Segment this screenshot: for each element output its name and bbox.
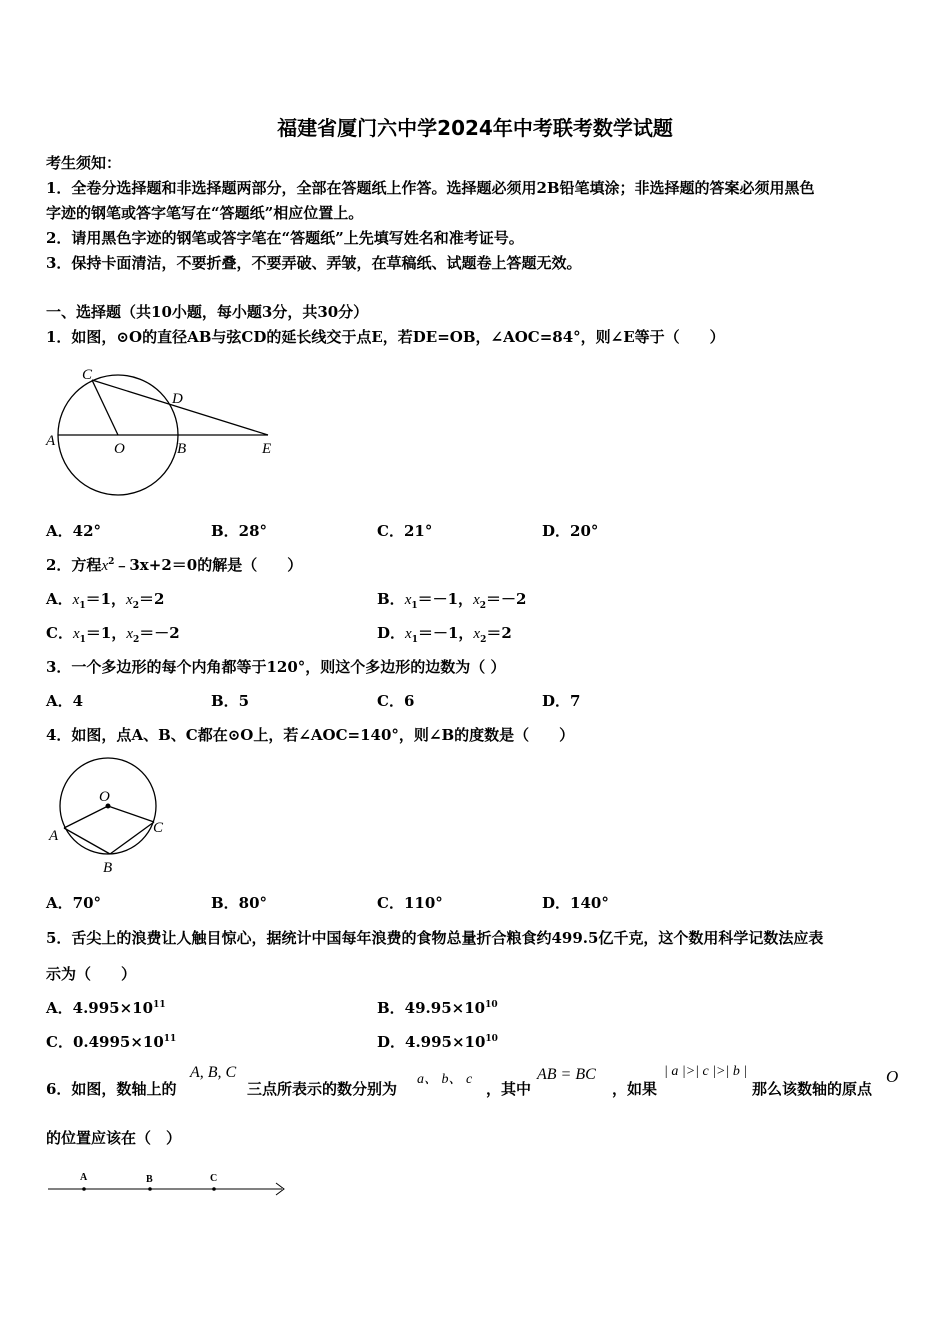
- q1-label-c: C: [82, 367, 93, 383]
- q1-option-c[interactable]: C．21°: [377, 522, 433, 540]
- q6-number-line: [44, 1166, 294, 1206]
- q6-math-abs: | a |>| c |>| b |: [664, 1064, 748, 1079]
- notice-line-3: 3．保持卡面清洁，不要折叠，不要弄破、弄皱，在草稿纸、试题卷上答题无效。: [46, 254, 582, 272]
- q1-label-a: A: [46, 433, 56, 449]
- axis-label-a: A: [80, 1172, 88, 1183]
- q2-option-a[interactable]: A．$x_1=1$，$x_2=2$: [46, 590, 165, 611]
- q4-option-d[interactable]: D．140°: [542, 894, 609, 912]
- q1-option-a[interactable]: A．42°: [46, 522, 102, 540]
- q6-text-4: ，如果: [612, 1080, 658, 1098]
- q4-figure: [44, 756, 174, 881]
- notice-line-2: 2．请用黑色字迹的钢笔或答字笔在“答题纸”上先填写姓名和准考证号。: [46, 229, 524, 247]
- q4-label-c: C: [153, 820, 164, 836]
- q6-text-1: 6．如图，数轴上的: [46, 1080, 177, 1098]
- q3-option-a[interactable]: A．4: [46, 692, 84, 710]
- q2-option-b[interactable]: B．$x_1=-1$，$x_2=-2$: [377, 590, 527, 611]
- axis-label-c: C: [210, 1173, 218, 1184]
- section-heading: 一、选择题（共10小题，每小题3分，共30分）: [46, 303, 369, 321]
- q6-text-2: 三点所表示的数分别为: [247, 1080, 398, 1098]
- q1-label-d: D: [172, 391, 183, 407]
- q4-option-b[interactable]: B．80°: [211, 894, 268, 912]
- q2-stem: 2．方程$x^2﹣3x+2=0$的解是（ ）: [46, 556, 303, 574]
- page-title: 福建省厦门六中学2024年中考联考数学试题: [277, 116, 673, 140]
- q5-option-c[interactable]: C．$0.4995\times 10^{11}$: [46, 1033, 177, 1051]
- q1-option-d[interactable]: D．20°: [542, 522, 599, 540]
- q6-text-line2: 的位置应该在（ ）: [46, 1129, 182, 1147]
- q1-label-b: B: [177, 441, 187, 457]
- q5-option-b[interactable]: B．$49.95\times 10^{10}$: [377, 999, 498, 1017]
- q4-option-a[interactable]: A．70°: [46, 894, 102, 912]
- q5-option-a[interactable]: A．$4.995\times 10^{11}$: [46, 999, 166, 1017]
- q1-stem: 1．如图，⊙O的直径AB与弦CD的延长线交于点E，若DE=OB，∠AOC=84°，则∠E等于（ ）: [46, 328, 725, 346]
- q5-option-d[interactable]: D．$4.995\times 10^{10}$: [377, 1033, 498, 1051]
- q4-label-b: B: [103, 860, 113, 876]
- notice-heading: 考生须知：: [46, 154, 122, 172]
- q1-label-o: O: [114, 441, 125, 457]
- q4-option-c[interactable]: C．110°: [377, 894, 443, 912]
- q2-option-c[interactable]: C．$x_1=1$，$x_2=-2$: [46, 624, 180, 645]
- q4-label-o: O: [99, 789, 110, 805]
- q6-math-points: A, B, C: [190, 1064, 237, 1081]
- q2-option-d[interactable]: D．$x_1=-1$，$x_2=2$: [377, 624, 512, 645]
- q6-math-values: a、 b、 c: [417, 1072, 473, 1087]
- q6-math-origin: O: [886, 1067, 899, 1086]
- q6-text-5: 那么该数轴的原点: [752, 1080, 873, 1098]
- q3-option-c[interactable]: C．6: [377, 692, 415, 710]
- q6-text-3: ，其中: [486, 1080, 532, 1098]
- notice-line-1: 1．全卷分选择题和非选择题两部分，全部在答题纸上作答。选择题必须用2B铅笔填涂；非选择题的答案必须用黑色: [46, 179, 815, 197]
- q5-stem-line1: 5．舌尖上的浪费让人触目惊心，据统计中国每年浪费的食物总量折合粮食约499.5亿千克，这个数用科学记数法应表: [46, 929, 824, 947]
- notice-line-1b: 字迹的钢笔或答字笔写在“答题纸”相应位置上。: [46, 204, 364, 222]
- q1-option-b[interactable]: B．28°: [211, 522, 268, 540]
- q6-math-ab-bc: AB = BC: [537, 1066, 596, 1083]
- q3-stem: 3．一个多边形的每个内角都等于120°，则这个多边形的边数为（ ）: [46, 658, 506, 676]
- q4-label-a: A: [49, 828, 59, 844]
- q1-figure: [40, 362, 290, 502]
- axis-label-b: B: [146, 1174, 153, 1185]
- q3-option-b[interactable]: B．5: [211, 692, 250, 710]
- q4-stem: 4．如图，点A、B、C都在⊙O上，若∠AOC=140°，则∠B的度数是（ ）: [46, 726, 575, 744]
- q5-stem-line2: 示为（ ）: [46, 965, 137, 983]
- q3-option-d[interactable]: D．7: [542, 692, 581, 710]
- q1-label-e: E: [262, 441, 272, 457]
